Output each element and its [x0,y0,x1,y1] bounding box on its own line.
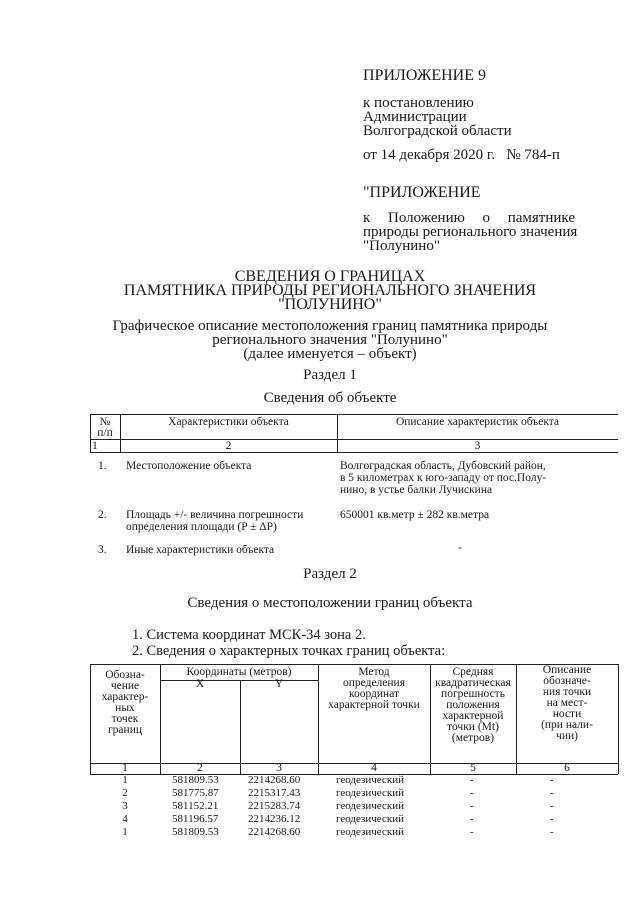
col-y-header: Y [274,678,284,690]
marker: - [550,813,554,825]
title-line3: "ПОЛУНИНО" [278,296,382,313]
method: геодезический [336,813,404,825]
accuracy: - [470,826,474,838]
coordinate-system: 1. Система координат МСК-34 зона 2. [132,627,366,643]
row1-description-line3: нино, в устье балки Лучискина [340,484,493,496]
row3-characteristic: Иные характеристики объекта [126,544,275,556]
section1-title: Сведения об объекте [263,390,397,406]
coord-y: 2214236.12 [248,813,301,825]
col-point-header-4: ных [115,702,135,714]
boundary-points-table [90,664,618,844]
method: геодезический [336,826,404,838]
method: геодезический [336,800,404,812]
points-info-label: 2. Сведения о характерных точках границ объекта: [132,643,446,659]
coord-x: 581152.21 [172,800,219,812]
marker: - [550,787,554,799]
col-accuracy-header-1: Средняя [452,666,494,678]
col-accuracy-header-5: характерной [442,710,504,722]
col-number-6: 6 [564,762,570,774]
section2-heading: Раздел 2 [303,566,357,582]
col-point-header-2: чение [110,680,140,692]
col-accuracy-header-4: положения [446,699,500,711]
point-id: 3 [122,800,128,812]
regulation-line3: "Полунино" [363,238,440,254]
coord-y: 2214268.60 [248,774,301,786]
col-num-header: № [99,416,111,428]
table-row [90,787,618,800]
row2-description: 650001 кв.метр ± 282 кв.метра [340,509,490,521]
appendix-label: "ПРИЛОЖЕНИЕ [363,184,481,201]
accuracy: - [470,774,474,786]
col-number-5: 5 [470,762,476,774]
regulation-line2: природы регионального значения [363,224,578,240]
col-marker-header-1: Описание [542,664,592,676]
table-row [90,774,618,787]
col-method-header-2: определения [342,677,405,689]
col-number-1: 1 [122,762,128,774]
section1-heading: Раздел 1 [303,367,357,383]
col-method-header-3: координат [348,688,400,700]
col-accuracy-header-7: (метров) [451,732,495,744]
title-line2: ПАМЯТНИКА ПРИРОДЫ РЕГИОНАЛЬНОГО ЗНАЧЕНИЯ [123,282,537,299]
col-number-4: 4 [371,762,377,774]
col-number-3: 3 [474,440,481,452]
row3-description: - [458,542,462,554]
table-row [90,813,618,826]
col-point-header-5: точек [111,713,139,725]
coord-x: 581809.53 [172,774,219,786]
col-point-header-3: характер- [101,691,149,703]
title-line1: СВЕДЕНИЯ О ГРАНИЦАХ [234,268,426,285]
col-accuracy-header-6: точки (Mt) [447,721,499,733]
col-characteristics-header: Характеристики объекта [168,416,289,428]
col-number-2: 2 [225,440,232,452]
col-coords-header: Координаты (метров) [186,666,292,678]
accuracy: - [470,813,474,825]
object-info-table [90,414,618,564]
row2-characteristic-line2: определения площади (P ± ΔP) [126,521,277,533]
col-marker-header-7: чии) [556,730,578,742]
col-marker-header-2: обозначе- [543,675,591,687]
col-point-header-1: Обозна- [105,669,145,681]
subtitle-line2: регионального значения "Полунино" [212,332,448,348]
coord-y: 2215283.74 [248,800,301,812]
row3-num: 3. [98,544,107,556]
point-id: 1 [122,826,128,838]
col-x-header: X [195,678,205,690]
administration: Администрации [363,109,467,125]
coord-x: 581809.53 [172,826,219,838]
coord-y: 2215317.43 [248,787,301,799]
col-accuracy-header-2: квадратическая [435,677,511,689]
accuracy: - [470,787,474,799]
section2-title: Сведения о местоположении границ объекта [187,595,473,611]
col-number-1: 1 [92,440,98,452]
marker: - [550,800,554,812]
col-accuracy-header-3: погрешность [441,688,505,700]
table-row [90,800,618,813]
region: Волгоградской области [363,123,512,139]
point-id: 4 [122,813,128,825]
row1-description-line2: в 5 километрах к юго-западу от пос.Полу- [340,472,547,484]
marker: - [550,826,554,838]
point-id: 1 [122,774,128,786]
col-marker-header-5: ности [552,708,582,720]
to-regulation: к Положению о памятнике [363,210,575,226]
method: геодезический [336,787,404,799]
col-marker-header-6: (при нали- [541,719,593,731]
col-marker-header-3: ния точки [542,686,592,698]
col-number-2: 2 [197,762,203,774]
col-method-header-1: Метод [358,666,390,678]
col-method-header-4: характерной точки [328,699,420,711]
appendix-number: ПРИЛОЖЕНИЕ 9 [363,67,487,84]
marker: - [550,774,554,786]
subtitle-line1: Графическое описание местоположения границ памятника природы [112,318,548,334]
row1-description-line1: Волгоградская область, Дубовский район, [340,460,546,472]
col-number-3: 3 [276,762,282,774]
method: геодезический [336,774,404,786]
coord-y: 2214268.60 [248,826,301,838]
coord-x: 581775.87 [172,787,219,799]
col-num-header2: п/п [97,427,113,439]
row1-characteristic: Местоположение объекта [126,460,252,472]
col-point-header-6: границ [107,724,143,736]
subtitle-line3: (далее именуется – объект) [243,346,417,362]
col-marker-header-4: на мест- [546,697,588,709]
coord-x: 581196.57 [172,813,219,825]
row2-characteristic-line1: Площадь +/- величина погрешности [126,509,304,521]
resolution-date: от 14 декабря 2020 г. № 784-п [363,147,560,163]
table-row [90,826,618,839]
col-description-header: Описание характеристик объекта [395,416,560,428]
accuracy: - [470,800,474,812]
to-resolution: к постановлению [363,95,474,111]
row1-num: 1. [98,460,107,472]
point-id: 2 [122,787,128,799]
row2-num: 2. [98,509,107,521]
